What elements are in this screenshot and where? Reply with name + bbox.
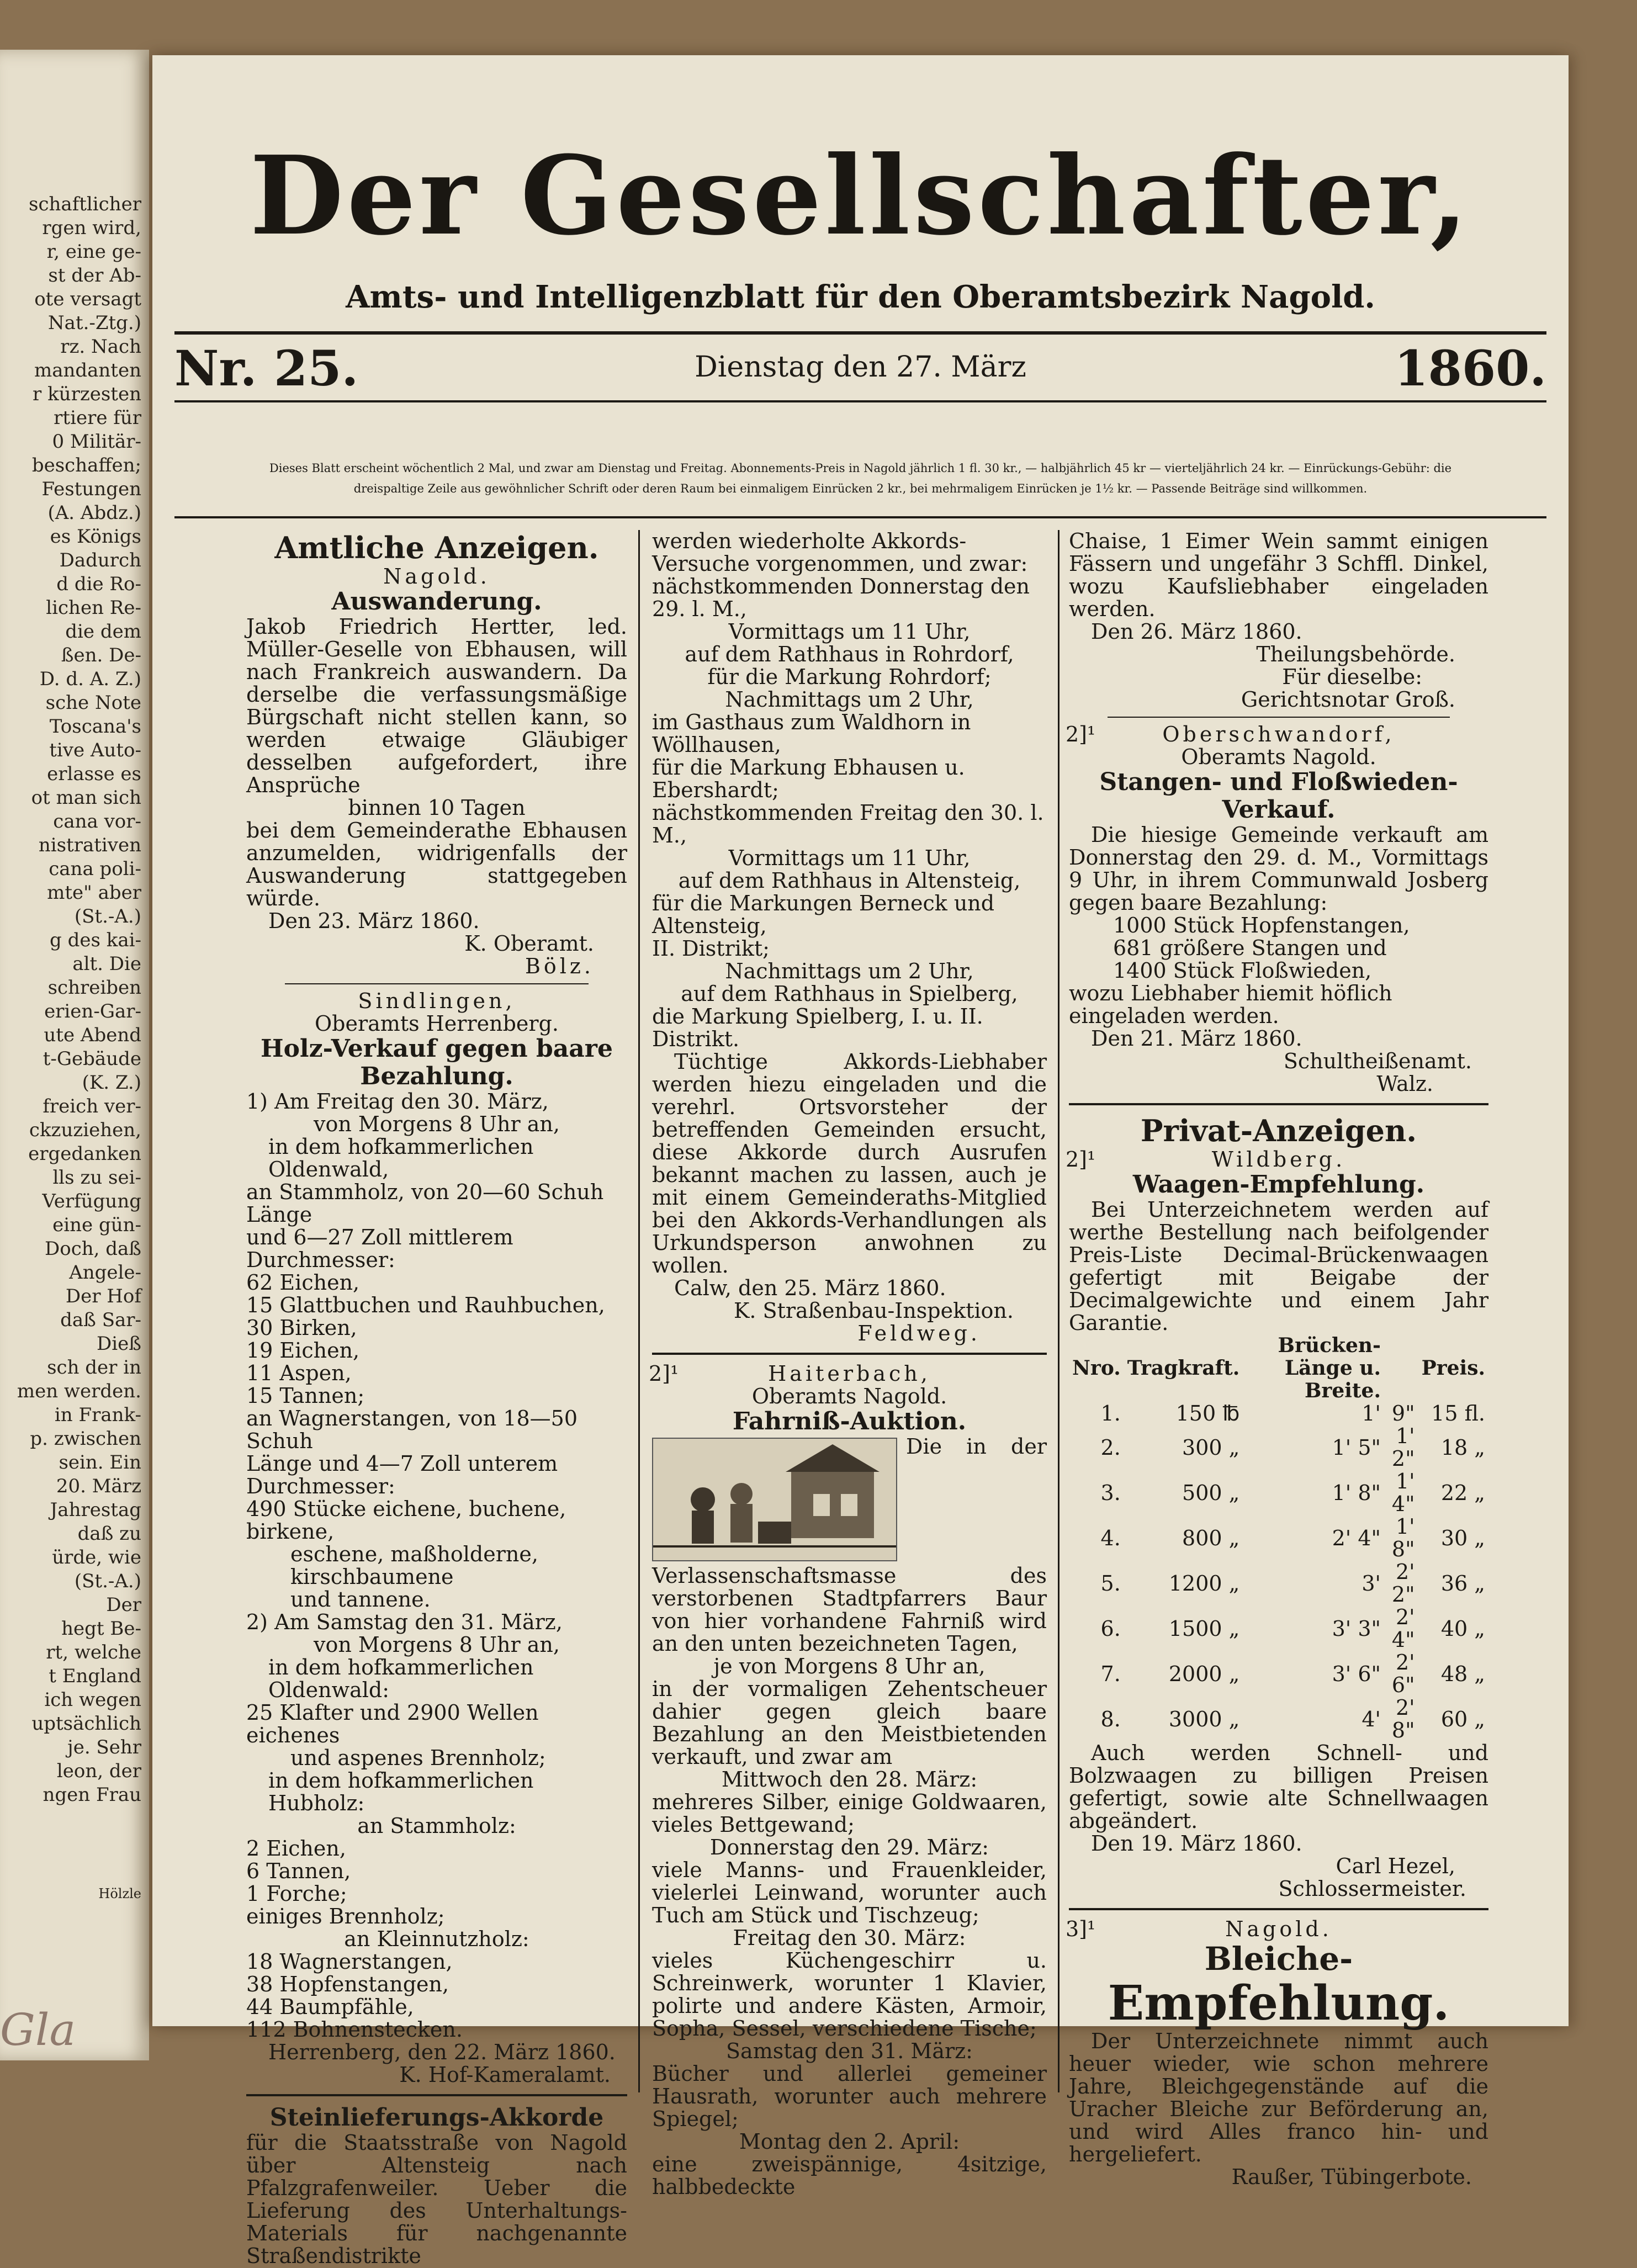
left-page-text-line: 20. März [56,1475,141,1497]
table-cell: 2' 4" [1332,1525,1381,1550]
ad-body: Jakob Friedrich Hertter, led. Müller-Geselle von Ebhausen, will nach Frankreich auswandern. Da derselbe die verfassungsmäßige Bürgschaft nicht stellen kann, so werden etwaige Gläubiger desselben aufgefordert, ihre Ansprüche [246,614,627,797]
left-page-footer: Hölzle [98,1886,141,1901]
left-page-text-line: sch der in [47,1356,141,1379]
list-item: 15 Glattbuchen und Rauhbuchen, [246,1293,605,1317]
table-cell: 5. [1100,1571,1121,1596]
left-page-text-line: es Königs [50,526,141,548]
ad-body: Der Unterzeichnete nimmt auch heuer wieder, wie schon mehrere Jahre, Bleichgegenstände auf die Uracher Bleiche zur Beförderung an, und wird Alles franco hin- und hergeliefert. [1069,2029,1488,2166]
ad-signature: Gerichtsnotar Groß. [1241,687,1455,712]
table-cell: 150 ℔ [1175,1401,1240,1426]
left-page-text-line: mandanten [34,359,141,381]
list-item: 18 Wagnerstangen, [246,1949,453,1974]
ad-body: Tüchtige Akkords-Liebhaber werden hiezu eingeladen und die verehrl. Ortsvorsteher der betreffenden Gemeinden ersucht, diese Akkorde durch Ausrufen bekannt machen zu lassen, auch je mit einem Gemeinderaths-Mitglied bei den Akkords-Verhandlungen als Urkundsperson anwohnen zu wollen. [652,1050,1047,1278]
list-item: für die Markung Ebhausen u. Ebershardt; [652,755,965,802]
left-page-text-line: rt, welche [46,1641,141,1663]
table-cell: 7. [1100,1661,1121,1686]
private-ads-heading: Privat-Anzeigen. [1140,1113,1417,1148]
left-page-text-line: ute Abend [44,1024,141,1046]
ad-date: Den 23. März 1860. [268,909,480,933]
ad-body: wozu Liebhaber hiemit höflich eingeladen werden. [1069,981,1392,1028]
table-cell: 1. [1100,1401,1121,1426]
left-page-text-line: tive Auto- [49,739,141,761]
ad-separator [246,2094,627,2096]
table-row [1069,1606,1488,1651]
left-page-text-line: alt. Die [72,953,141,975]
left-page-text-line: ürde, wie [52,1546,141,1568]
ad-office: K. Straßenbau-Inspektion. [734,1299,1014,1323]
ad-date: Herrenberg, den 22. März 1860. [268,2040,616,2064]
table-cell: 1' 5" [1332,1435,1381,1460]
left-page-text-line: uptsächlich [31,1713,141,1735]
left-page-text-line: in Frank- [54,1404,141,1426]
left-page-text-line: rgen wird, [42,217,141,239]
insertion-mark: 2]¹ [1066,722,1096,746]
ad-signature: Walz. [1376,1072,1433,1096]
left-page-text-line: nistrativen [38,834,141,856]
list-item: 1000 Stück Hopfenstangen, [1113,913,1410,937]
left-page-text-line: lichen Re- [46,597,141,619]
left-page-text-line: t-Gebäude [43,1048,141,1070]
table-cell: 1' 8" [1391,1514,1415,1561]
auction-days [652,1768,1047,2198]
table-cell: 3. [1100,1480,1121,1505]
left-page-text-line: erien-Gar- [44,1000,141,1022]
column-1 [246,530,627,2267]
table-cell: 2000 „ [1168,1661,1240,1686]
list-item: 490 Stücke eichene, buchene, birkene, [246,1497,566,1544]
ad-place: Haiterbach, [768,1361,931,1386]
left-page-text-line: Der [106,1594,141,1616]
table-cell: 2' 2" [1391,1560,1415,1607]
table-row [1069,1561,1488,1606]
list-item: 112 Bohnenstecken. [246,2017,463,2042]
table-header-cell: Tragkraft. [1127,1356,1240,1380]
road-work-schedule [652,530,1047,1051]
issue-date: Dienstag den 27. März [695,351,1026,384]
top-rule [174,331,1546,335]
ad-body: Chaise, 1 Eimer Wein sammt einigen Fässern und ungefähr 3 Schffl. Dinkel, wozu Kaufsliebhaber eingeladen werden. [1069,529,1488,621]
ad-office: K. Hof-Kameralamt. [399,2063,611,2087]
table-cell: 4. [1100,1525,1121,1550]
ad-place: Nagold. [1225,1917,1332,1941]
left-page-text-line: ich wegen [44,1689,141,1711]
list-item: Nachmittags um 2 Uhr, [725,959,974,983]
left-page-fragment [0,50,149,2060]
left-page-text-line: Dadurch [59,549,141,571]
left-page-text-line: d die Ro- [56,573,141,595]
table-header-cell: Nro. [1072,1356,1121,1380]
masthead-subtitle: Amts- und Intelligenzblatt für den Oberamtsbezirk Nagold. [346,279,1375,315]
table-cell: 60 „ [1440,1707,1485,1731]
ad-body: in der vormaligen Zehentscheuer dahier gegen gleich baare Bezahlung an den Meistbietenden verkauft, und zwar am [652,1677,1047,1769]
ad-district: Oberamts Herrenberg. [315,1011,559,1036]
list-item: 681 größere Stangen und [1113,936,1387,960]
ad-office: Schultheißenamt. [1283,1049,1472,1073]
list-item: von Morgens 8 Uhr an, [314,1112,560,1136]
left-page-text-line: (St.-A.) [74,905,141,928]
left-page-text-line: schaftlicher [29,193,141,215]
list-item: eschene, maßholderne, kirschbaumene [290,1542,538,1589]
ad-office: Theilungsbehörde. [1256,642,1455,666]
table-cell: 3' [1361,1571,1381,1596]
insertion-mark: 3]¹ [1066,1917,1096,1941]
ad-separator [652,1353,1047,1355]
list-item: auf dem Rathhaus in Rohrdorf, [685,642,1014,666]
ad-role: Schlossermeister. [1278,1877,1466,1901]
table-header-row [1069,1334,1488,1402]
masthead-title: Der Gesellschafter, [250,133,1471,259]
ad-deadline: binnen 10 Tagen [348,796,526,820]
left-page-text-line: ßen. De- [61,644,141,666]
ad-district: Oberamts Nagold. [1181,745,1376,769]
ad-title-large: Empfehlung. [1108,1975,1450,2031]
list-item: und 6—27 Zoll mittlerem Durchmesser: [246,1225,513,1272]
table-cell: 500 „ [1182,1480,1240,1505]
table-row [1069,1515,1488,1561]
list-item: 6 Tannen, [246,1859,351,1883]
list-item: nächstkommenden Donnerstag den 29. l. M., [652,574,1030,621]
left-page-text-line: eine gün- [52,1214,141,1236]
list-item: 15 Tannen; [246,1384,365,1408]
subscription-notice: Dieses Blatt erscheint wöchentlich 2 Mal, und zwar am Dienstag und Freitag. Abonnements-Preis in Nagold jährlich 1 fl. 30 kr., — halbjährlich 45 kr — vierteljährlich 24 kr. — Einrückungs-Gebühr: die dreispaltige Zeile aus gewöhnlicher Schrift oder deren Raum bei einmaligem Einrücken 2 kr., bei mehrmaligem Einrücken je 1½ kr. — Passende Beiträge sind willkommen. [269,462,1452,495]
table-cell: 40 „ [1440,1616,1485,1641]
list-item: für die Markung Rohrdorf; [707,665,992,689]
ad-signature: Raußer, Tübingerbote. [1231,2165,1472,2189]
scale-price-table [1069,1334,1488,1742]
date-rule [174,400,1546,402]
left-page-text-line: hegt Be- [61,1618,141,1640]
left-page-text-line: 0 Militär- [52,431,141,453]
left-page-text-line: die dem [65,621,141,643]
list-item: in dem hofkammerlichen Oldenwald: [268,1655,534,1702]
ad-body: Die hiesige Gemeinde verkauft am Donnerstag den 29. d. M., Vormittags 9 Uhr, in ihrem Communwald Josberg gegen baare Bezahlung: [1069,823,1488,915]
left-page-text-line: p. zwischen [30,1428,141,1450]
list-item: 30 Birken, [246,1316,357,1340]
insertion-mark: 2]¹ [649,1361,679,1386]
list-item: Länge und 4—7 Zoll unterem Durchmesser: [246,1451,558,1498]
ad-signature: Feldweg. [857,1321,981,1345]
left-page-text-line: Nat.-Ztg.) [47,312,141,334]
list-item: 1) Am Freitag den 30. März, [246,1089,549,1114]
issue-year: 1860. [1394,340,1546,397]
list-item: in dem hofkammerlichen Oldenwald, [268,1135,534,1181]
insertion-mark: 2]¹ [1066,1147,1096,1172]
left-page-text-line: rz. Nach [60,336,141,358]
table-cell: 1200 „ [1168,1571,1240,1596]
table-cell: 18 „ [1440,1435,1485,1460]
table-cell: 1' [1361,1401,1381,1426]
table-cell: 9" [1391,1401,1415,1426]
column-2 [649,529,1047,2199]
ad-office: K. Oberamt. [464,931,594,956]
table-row [1069,1425,1488,1470]
pole-list [1069,914,1488,982]
ad-date: Calw, den 25. März 1860. [674,1276,946,1300]
list-item: und aspenes Brennholz; [290,1746,546,1770]
list-item: nächstkommenden Freitag den 30. l. M., [652,801,1044,847]
ad-title: Auswanderung. [331,587,542,616]
ad-signature: Bölz. [525,954,594,978]
left-page-text-line: t England [49,1665,141,1687]
auction-items: viele Manns- und Frauenkleider, vielerlei Leinwand, worunter auch Tuch am Stück und Tischzeug; [652,1858,1047,1927]
list-item: 25 Klafter und 2900 Wellen eichenes [246,1700,539,1747]
left-page-text-line: leon, der [56,1760,141,1782]
left-page-text-line: sein. Ein [59,1451,141,1474]
left-page-text-line: sche Note [45,692,141,714]
left-page-text-line: Angele- [69,1262,141,1284]
official-ads-heading: Amtliche Anzeigen. [274,530,599,565]
list-item: 1400 Stück Floßwieden, [1113,958,1372,983]
left-page-text-line: mte" aber [47,882,141,904]
list-item: für die Markungen Berneck und Altensteig, [652,891,995,938]
table-cell: 3' 6" [1332,1661,1381,1686]
left-page-text-line: (A. Abdz.) [47,502,141,524]
ad-date: Den 21. März 1860. [1091,1026,1302,1051]
table-cell: 4' [1361,1707,1381,1731]
table-cell: 3' 3" [1332,1616,1381,1641]
timber-sale-list [246,1090,627,2041]
auction-day: Montag den 2. April: [739,2129,960,2154]
auction-woodcut-illustration [652,1438,897,1561]
list-item: die Markung Spielberg, I. u. II. Distrikt. [652,1004,983,1051]
list-item: Vormittags um 11 Uhr, [728,619,971,644]
left-page-text-line: Toscana's [49,716,141,738]
left-page-text-line: ot man sich [31,787,141,809]
column-3 [1066,529,1488,2189]
left-page-text-line: (K. Z.) [82,1072,141,1094]
list-item: auf dem Rathhaus in Altensteig, [678,868,1021,893]
table-row [1069,1470,1488,1515]
left-page-text-line: schreiben [47,977,141,999]
list-item: 1 Forche; [246,1882,347,1906]
left-page-text-line: erlasse es [47,763,141,785]
left-page-text-line: cana vor- [53,810,141,833]
list-item: in dem hofkammerlichen Hubholz: [268,1768,534,1815]
auction-day: Samstag den 31. März: [726,2039,973,2063]
auction-items: mehreres Silber, einige Goldwaaren, vieles Bettgewand; [652,1790,1047,1837]
ad-title: Stangen- und Floßwieden-Verkauf. [1099,768,1458,824]
list-item: 62 Eichen, [246,1270,360,1295]
table-cell: 2' 8" [1391,1695,1415,1742]
table-cell: 8. [1100,1707,1121,1731]
ad-separator [1069,1103,1488,1105]
list-item: Nachmittags um 2 Uhr, [725,687,974,712]
list-item: im Gasthaus zum Waldhorn in Wöllhausen, [652,710,971,757]
table-header-cell: Brücken- Länge u. Breite. [1278,1334,1381,1402]
column-divider-1 [638,530,640,2092]
list-item: an Kleinnutzholz: [344,1927,529,1951]
left-page-text-line: ergedanken [28,1143,141,1165]
list-item: von Morgens 8 Uhr an, [314,1633,560,1657]
left-page-text-line: ngen Frau [43,1784,141,1806]
left-page-text-line: daß zu [77,1523,141,1545]
table-cell: 2' 6" [1391,1650,1415,1697]
ad-place: Sindlingen, [358,989,516,1013]
left-page-text-line: Verfügung [42,1190,141,1212]
list-item: 44 Baumpfähle, [246,1995,414,2019]
left-page-text-line: beschaffen; [31,454,141,476]
table-row [1069,1697,1488,1742]
ad-place: Wildberg. [1211,1147,1346,1172]
table-cell: 1' 2" [1391,1424,1415,1471]
list-item: an Stammholz: [357,1814,516,1838]
ad-separator [285,983,589,984]
list-item: 38 Hopfenstangen, [246,1972,449,1996]
table-cell: 800 „ [1182,1525,1240,1550]
left-page-text-line: je. Sehr [67,1736,141,1758]
left-page-text-line: cana poli- [49,858,141,880]
left-page-text-line: r, eine ge- [46,241,141,263]
left-page-text-line: daß Sar- [60,1309,141,1331]
auction-day: Freitag den 30. März: [733,1926,966,1950]
left-page-text-line: Doch, daß [44,1238,141,1260]
ad-date: Den 26. März 1860. [1091,619,1302,644]
list-item: auf dem Rathhaus in Spielberg, [681,982,1018,1006]
left-page-text-line: Dieß [97,1333,141,1355]
table-cell: 2. [1100,1435,1121,1460]
table-header-cell: Preis. [1421,1356,1485,1380]
left-page-text-line: men werden. [17,1380,141,1402]
auction-day: Mittwoch den 28. März: [721,1767,978,1792]
ad-title: Steinlieferungs-Akkorde [269,2103,604,2132]
auction-items: vieles Küchengeschirr u. Schreinwerk, worunter 1 Klavier, polirte und andere Kästen, Armoir, Sopha, Sessel, verschiedene Tische; [652,1948,1047,2041]
ad-separator [1108,717,1450,718]
ad-signature: Carl Hezel, [1336,1854,1455,1878]
left-page-text-line: D. d. A. Z.) [39,668,141,690]
table-cell: 1' 8" [1332,1480,1381,1505]
table-row [1069,1402,1488,1425]
left-page-text-line: ckzuziehen, [29,1119,141,1141]
list-item: 2) Am Samstag den 31. März, [246,1610,563,1634]
notice-rule [174,516,1546,518]
ad-body: bei dem Gemeinderathe Ebhausen anzumelden, widrigenfalls der Auswanderung stattgegeben würde. [246,818,627,910]
left-page-handwriting: Gla [0,2004,76,2055]
left-page-text-line: st der Ab- [48,264,141,287]
left-page-text-line: (St.-A.) [74,1570,141,1592]
ad-body: für die Staatsstraße von Nagold über Altensteig nach Pfalzgrafenweiler. Ueber die Lieferung des Unterhaltungs-Materials für nachgenannte Straßendistrikte [246,2131,627,2268]
left-page-text-line: Festungen [41,478,141,500]
ad-title: Holz-Verkauf gegen baare Bezahlung. [261,1035,613,1090]
list-item: und tannene. [290,1587,431,1612]
list-item: an Stammholz, von 20—60 Schuh Länge [246,1180,604,1227]
table-cell: 15 fl. [1431,1401,1485,1426]
list-item: II. Distrikt; [652,936,770,961]
auction-items: Bücher und allerlei gemeiner Hausrath, worunter auch mehrere Spiegel; [652,2062,1047,2131]
left-page-text-line: rtiere für [54,407,141,429]
left-page-text-line: freich ver- [43,1095,141,1117]
ad-place: Nagold. [383,564,490,589]
newspaper-page [152,55,1569,2268]
left-page-text-line: lls zu sei- [52,1167,141,1189]
table-cell: 1500 „ [1168,1616,1240,1641]
left-page-text-line: r kürzesten [33,383,141,405]
table-cell: 2' 4" [1391,1605,1415,1652]
ad-office: Für dieselbe: [1282,665,1422,689]
ad-time: je von Morgens 8 Uhr an, [713,1654,986,1678]
left-page-text-line: g des kai- [50,929,141,951]
table-cell: 22 „ [1440,1480,1485,1505]
list-item: an Wagnerstangen, von 18—50 Schuh [246,1406,578,1453]
ad-place: Oberschwandorf, [1162,722,1395,746]
ad-date: Den 19. März 1860. [1091,1831,1302,1856]
left-page-text-line: Der Hof [65,1285,141,1307]
table-cell: 1' 4" [1391,1469,1415,1516]
table-cell: 48 „ [1440,1661,1485,1686]
left-page-text-line: Jahrestag [50,1499,141,1521]
book-cover-edge [1598,0,1637,1971]
list-item: 2 Eichen, [246,1836,346,1861]
ad-body: Bei Unterzeichnetem werden auf werthe Bestellung nach beifolgender Preis-Liste Decimal-Brückenwaagen gefertigt mit Beigabe der Decimalgewichte und einem Jahr Garantie. [1069,1197,1488,1335]
table-header-cell [1384,1334,1418,1402]
table-row [1069,1651,1488,1697]
list-item: 11 Aspen, [246,1361,352,1385]
ad-title: Waagen-Empfehlung. [1132,1170,1425,1199]
ad-district: Oberamts Nagold. [751,1384,947,1408]
list-item: Vormittags um 11 Uhr, [728,846,971,870]
table-cell: 3000 „ [1168,1707,1240,1731]
table-cell: 6. [1100,1616,1121,1641]
table-cell: 30 „ [1440,1525,1485,1550]
ad-title: Bleiche- [1204,1940,1353,1978]
ad-separator [1069,1908,1488,1910]
issue-number: Nr. 25. [174,340,359,397]
left-page-text-line: ote versagt [34,288,141,310]
ad-title: Fahrniß-Auktion. [732,1407,967,1435]
auction-day: Donnerstag den 29. März: [709,1835,989,1859]
ad-body: Die in der Verlassenschaftsmasse des verstorbenen Stadtpfarrers Baur von hier vorhandene Fahrniß wird an den unten bezeichneten Tagen, [652,1434,1047,1656]
list-item: 19 Eichen, [246,1338,360,1363]
column-divider-2 [1058,530,1059,2092]
table-cell: 36 „ [1440,1571,1485,1596]
list-item: werden wiederholte Akkords-Versuche vorgenommen, und zwar: [652,529,1028,576]
auction-items: eine zweispännige, 4sitzige, halbbedeckte [652,2152,1047,2199]
table-cell: 300 „ [1182,1435,1240,1460]
list-item: einiges Brennholz; [246,1904,445,1928]
ad-body: Auch werden Schnell- und Bolzwaagen zu billigen Preisen gefertigt, sowie alte Schnellwaagen abgeändert. [1069,1741,1488,1833]
